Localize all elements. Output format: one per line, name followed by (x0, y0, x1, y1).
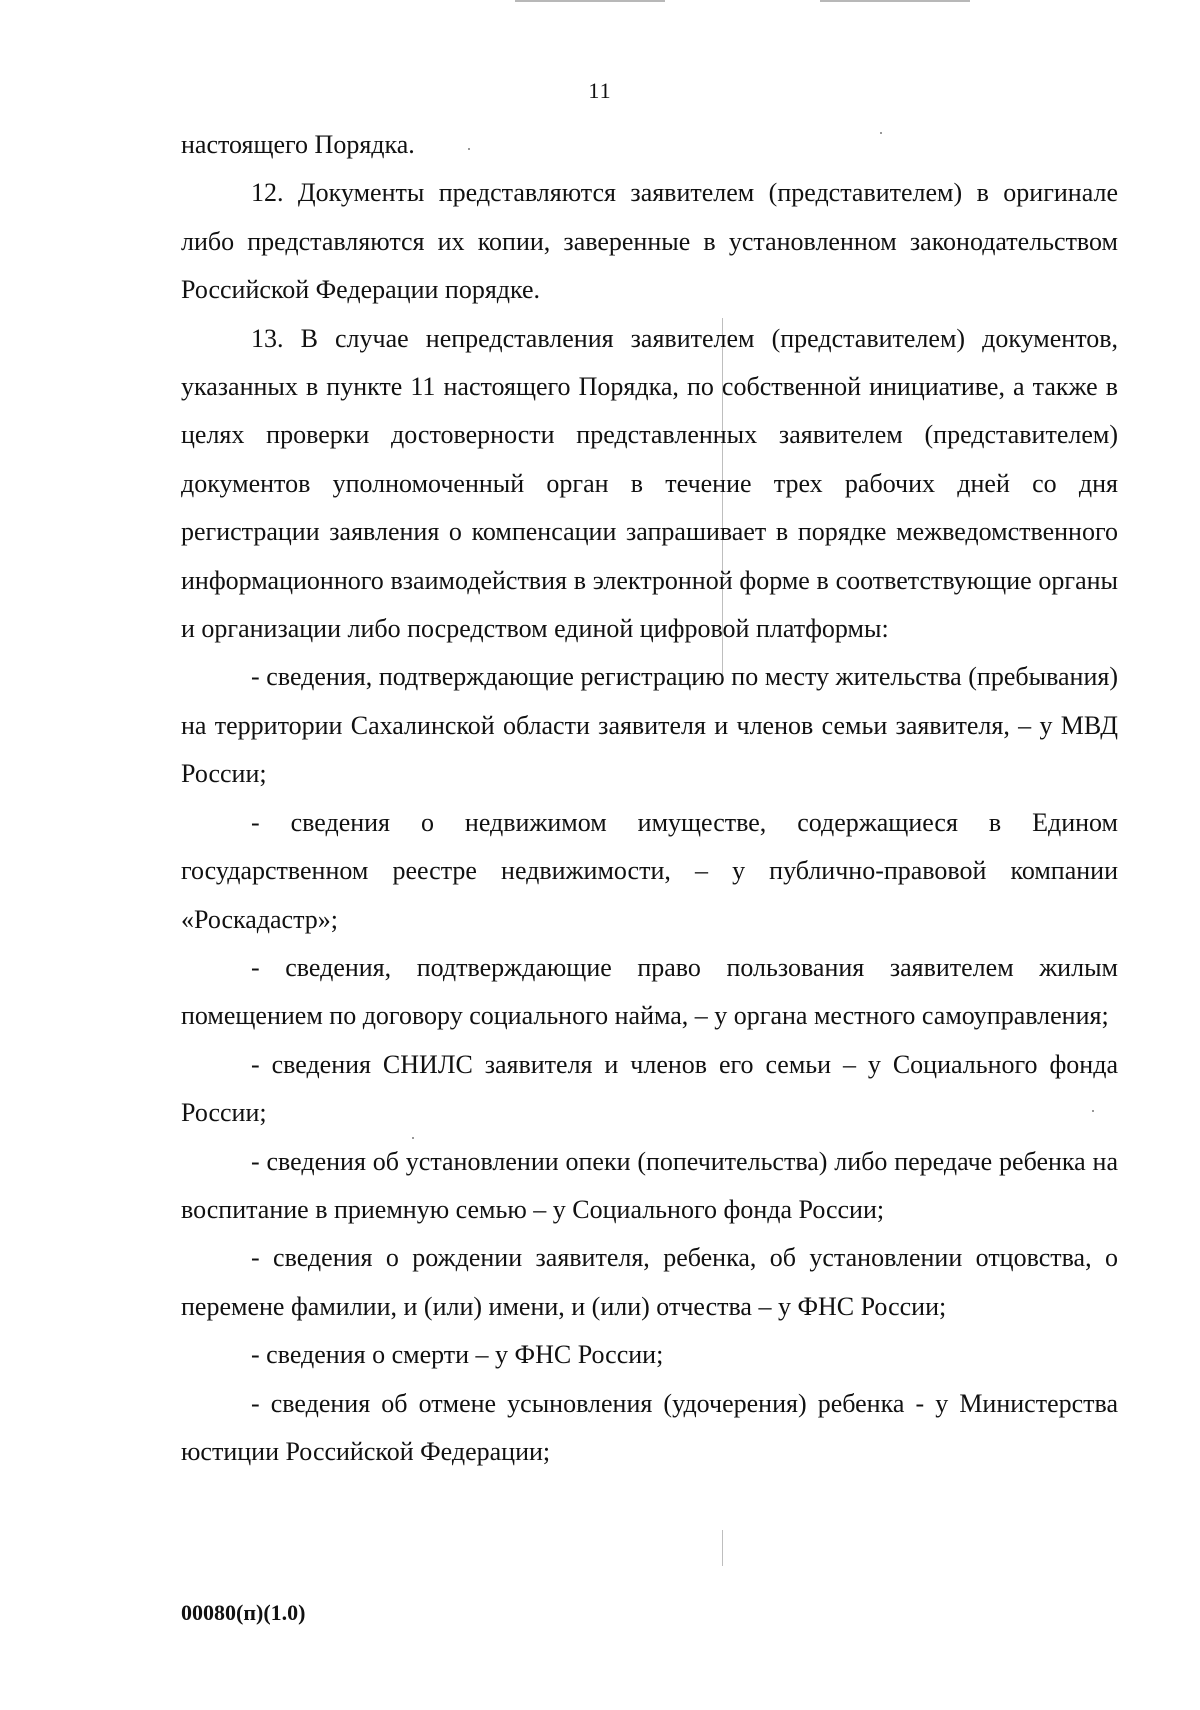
list-item-death: - сведения о смерти – у ФНС России; (251, 1340, 664, 1370)
scan-top-edge (515, 0, 665, 2)
page-number: 11 (588, 78, 612, 103)
list-item-birth: - сведения о рождении заявителя, ребенка, об установлении отцовства, о перемене фамилии, и (или) имени, и (или) отчества – у ФНС России; (181, 1243, 1118, 1321)
list-item-registration: - сведения, подтверждающие регистрацию по месту жительства (пребывания) на территории Сахалинской области заявителя и членов семьи заявителя, – у МВД России; (181, 662, 1118, 789)
list-item-adoption: - сведения об отмене усыновления (удочерения) ребенка - у Министерства юстиции Российской Федерации; (181, 1388, 1118, 1466)
scan-speck (1092, 1110, 1094, 1112)
list-item-real-estate: - сведения о недвижимом имуществе, содержащиеся в Едином государственном реестре недвижимости, – у публично-правовой компании «Роскадастр»; (181, 807, 1118, 934)
scan-speck (412, 1137, 414, 1139)
list-item-social-rent: - сведения, подтверждающие право пользования заявителем жилым помещением по договору социального найма, – у органа местного самоуправления; (181, 952, 1118, 1031)
list-item-snils: - сведения СНИЛС заявителя и членов его семьи – у Социального фонда России; (181, 1049, 1118, 1128)
document-body (181, 121, 1118, 1476)
paragraph-13: 13. В случае непредставления заявителем (представителем) документов, указанных в пункте 11 настоящего Порядка, по собственной инициативе, а также в целях проверки достоверности представленных заявителем (представителем) документов уполномоченный орган в течение трех рабочих дней со дня регистрации заявления о компенсации запрашивает в порядке межведомственного информационного взаимодействия в электронной форме в соответствующие органы и организации либо посредством единой цифровой платформы: (181, 323, 1118, 644)
scan-fold-line (722, 318, 723, 678)
scan-top-edge (820, 0, 970, 2)
document-code: 00080(п)(1.0) (181, 1600, 306, 1625)
scan-speck (468, 148, 470, 150)
paragraph-continuation: настоящего Порядка. (181, 130, 415, 159)
list-item-guardianship: - сведения об установлении опеки (попечительства) либо передаче ребенка на воспитание в приемную семью – у Социального фонда России; (181, 1146, 1118, 1224)
scan-fold-line (722, 1530, 723, 1566)
paragraph-12: 12. Документы представляются заявителем (представителем) в оригинале либо представляются их копии, заверенные в установленном законодательством Российской Федерации порядке. (181, 178, 1118, 305)
scan-speck (880, 132, 882, 134)
